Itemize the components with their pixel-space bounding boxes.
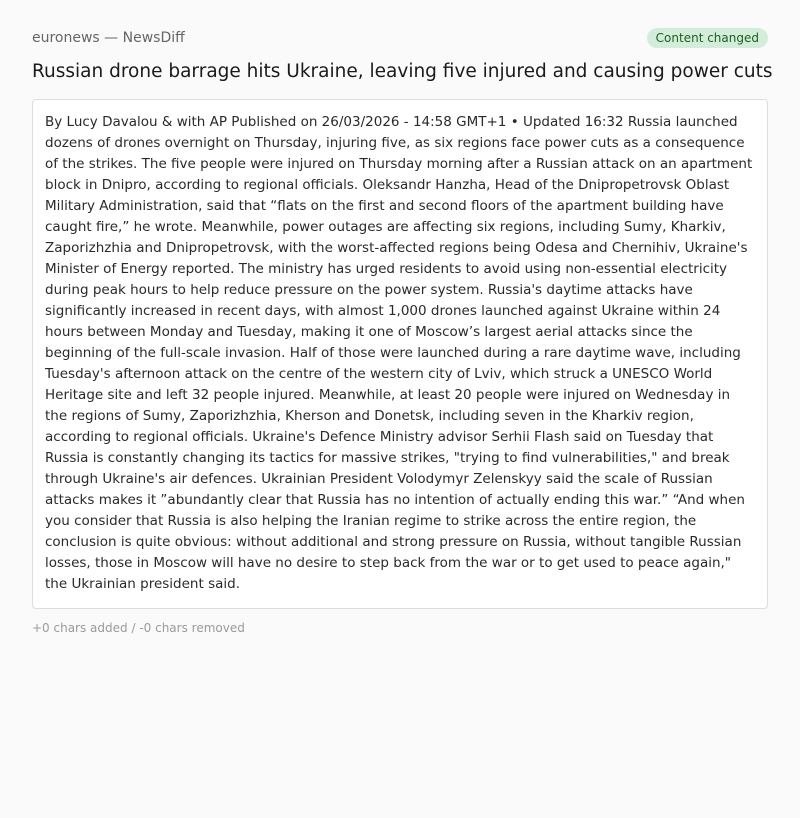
status-badge: Content changed (647, 28, 768, 48)
diff-stats: +0 chars added / -0 chars removed (32, 621, 245, 635)
article-title: Russian drone barrage hits Ukraine, leaving five injured and causing power cuts (32, 61, 773, 82)
newsdiff-page (32, 28, 773, 636)
article-content-box (32, 99, 768, 609)
article-body: By Lucy Davalou & with AP Published on 26/03/2026 - 14:58 GMT+1 • Updated 16:32 Russia launched dozens of drones overnight on Thursday, injuring five, as six regions face power cuts as a consequence of the strikes. The five people were injured on Thursday morning after a Russian attack on an apartment block in Dnipro, according to regional officials. Oleksandr Hanzha, Head of the Dnipropetrovsk Oblast Military Administration, said that “flats on the first and second floors of the apartment building have caught fire,” he wrote. Meanwhile, power outages are affecting six regions, including Sumy, Kharkiv, Zaporizhzhia and Dnipropetrovsk, with the worst-affected regions being Odesa and Chernihiv, Ukraine's Minister of Energy reported. The ministry has urged residents to avoid using non-essential electricity during peak hours to help reduce pressure on the power system. Russia's daytime attacks have significantly increased in recent days, with almost 1,000 drones launched against Ukraine within 24 hours between Monday and Tuesday, making it one of Moscow’s largest aerial attacks since the beginning of the full-scale invasion. Half of those were launched during a rare daytime wave, including Tuesday's afternoon attack on the centre of the western city of Lviv, which struck a UNESCO World Heritage site and left 32 people injured. Meanwhile, at least 20 people were injured on Wednesday in the regions of Sumy, Zaporizhzhia, Kherson and Donetsk, including seven in the Kharkiv region, according to regional officials. Ukraine's Defence Ministry advisor Serhii Flash said on Tuesday that Russia is constantly changing its tactics for massive strikes, "trying to find vulnerabilities," and break through Ukraine's air defences. Ukrainian President Volodymyr Zelenskyy said the scale of Russian attacks makes it ”abundantly clear that Russia has no intention of actually ending this war.” “And when you consider that Russia is also helping the Iranian regime to strike across the entire region, the conclusion is quite obvious: without additional and strong pressure on Russia, without tangible Russian losses, those in Moscow will have no desire to step back from the war or to get used to peace again," the Ukrainian president said. (45, 114, 753, 592)
source-label: euronews — NewsDiff (32, 30, 185, 46)
header-row (32, 28, 768, 48)
